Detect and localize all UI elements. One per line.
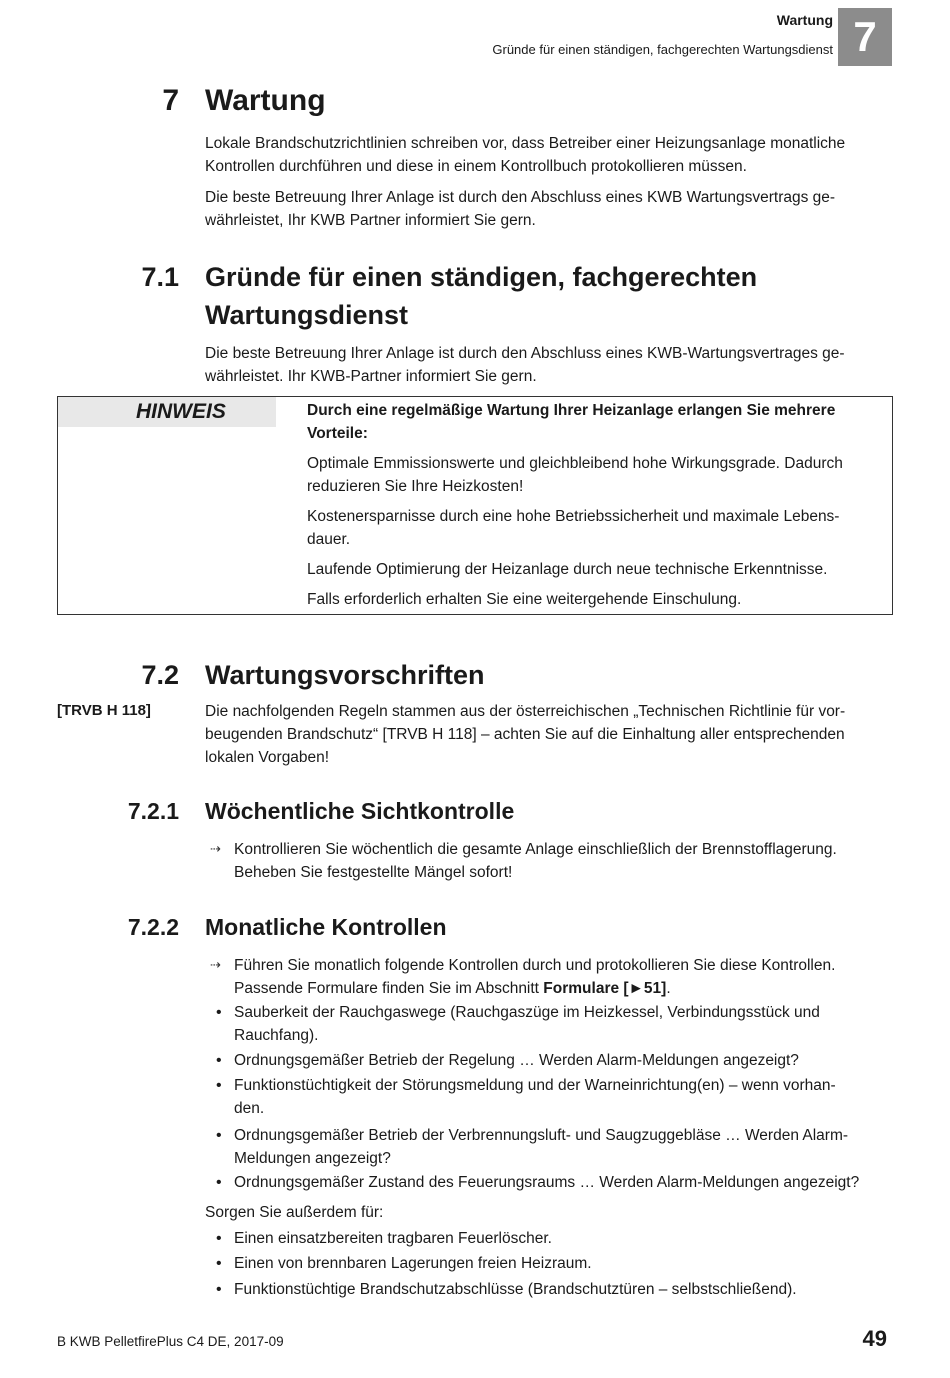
list-item: • Ordnungsgemäßer Betrieb der Regelung … Werden Alarm-Meldungen angezeigt?	[234, 1049, 884, 1072]
chapter-number-tab: 7	[838, 8, 892, 66]
bullet-icon: •	[216, 1230, 222, 1247]
note-item: Kostenersparnisse durch eine hohe Betriebssicherheit und maximale Lebens- dauer.	[307, 508, 840, 548]
action-arrow-icon: ⇢	[210, 841, 221, 856]
bullet-icon: •	[216, 1004, 222, 1021]
bullet-icon: •	[216, 1077, 222, 1094]
bullet-icon: •	[216, 1255, 222, 1272]
section-number: 7.1	[141, 262, 179, 292]
note-item: Laufende Optimierung der Heizanlage durch neue technische Erkenntnisse.	[307, 561, 828, 578]
footer-document-reference: B KWB PelletfirePlus C4 DE, 2017-09	[57, 1334, 284, 1349]
bullet-icon: •	[216, 1052, 222, 1069]
formulare-link[interactable]: Formulare [►51]	[543, 980, 667, 997]
list-item: • Ordnungsgemäßer Betrieb der Verbrennungsluft- und Saugzuggebläse … Werden Alarm- Meldungen angezeigt?	[234, 1124, 884, 1170]
header-section-title: Gründe für einen ständigen, fachgerechten Wartungsdienst	[492, 42, 833, 57]
page-number: 49	[862, 1326, 887, 1351]
section-7-paragraph-1: Lokale Brandschutzrichtlinien schreiben vor, dass Betreiber einer Heizungsanlage monatliche Kontrollen durchführen und diese in einem Kontrollbuch protokollieren müssen.	[205, 135, 846, 175]
section-title: Gründe für einen ständigen, fachgerechten Wartungsdienst	[205, 262, 758, 330]
note-item: Falls erforderlich erhalten Sie eine weitergehende Einschulung.	[307, 591, 742, 608]
note-heading: Durch eine regelmäßige Wartung Ihrer Heizanlage erlangen Sie mehrere Vorteile:	[307, 402, 836, 442]
section-number: 7.2.1	[127, 798, 179, 824]
also-label: Sorgen Sie außerdem für:	[205, 1204, 384, 1221]
list-item: • Einen von brennbaren Lagerungen freien Heizraum.	[234, 1252, 884, 1275]
section-title: Wartung	[205, 84, 326, 117]
section-title: Wartungsvorschriften	[205, 660, 485, 690]
section-number: 7.2	[141, 660, 179, 690]
section-number: 7.2.2	[127, 914, 179, 940]
section-7-2-paragraph: Die nachfolgenden Regeln stammen aus der österreichischen „Technischen Richtlinie für vor- beugenden Brandschutz“ [TRVB H 118] – achten Sie auf die Einhaltung aller entsprechenden lokalen Vorgaben!	[205, 703, 846, 766]
section-title: Wöchentliche Sichtkontrolle	[205, 798, 515, 824]
note-box	[57, 396, 893, 615]
note-label: HINWEIS	[136, 400, 226, 423]
section-number: 7	[162, 84, 179, 117]
action-step: ⇢ Kontrollieren Sie wöchentlich die gesamte Anlage einschließlich der Brennstofflagerung. Beheben Sie festgestellte Mängel sofort!	[234, 838, 884, 884]
action-arrow-icon: ⇢	[210, 957, 221, 972]
list-item: • Funktionstüchtigkeit der Störungsmeldung und der Warneinrichtung(en) – wenn vorhan- den.	[234, 1074, 884, 1120]
list-item: • Sauberkeit der Rauchgaswege (Rauchgaszüge im Heizkessel, Verbindungsstück und Rauchfang).	[234, 1001, 884, 1047]
list-item: • Einen einsatzbereiten tragbaren Feuerlöscher.	[234, 1227, 884, 1250]
bullet-icon: •	[216, 1174, 222, 1191]
header-chapter-title: Wartung	[776, 12, 833, 28]
list-item: • Ordnungsgemäßer Zustand des Feuerungsraums … Werden Alarm-Meldungen angezeigt?	[234, 1171, 884, 1194]
list-item: • Funktionstüchtige Brandschutzabschlüsse (Brandschutztüren – selbstschließend).	[234, 1278, 884, 1301]
margin-reference: [TRVB H 118]	[57, 702, 151, 719]
section-7-1-paragraph: Die beste Betreuung Ihrer Anlage ist durch den Abschluss eines KWB-Wartungsvertrages ge- währleistet. Ihr KWB-Partner informiert Sie gern.	[205, 345, 845, 385]
bullet-icon: •	[216, 1127, 222, 1144]
action-step: ⇢ Führen Sie monatlich folgende Kontrollen durch und protokollieren Sie diese Kontrollen. Passende Formulare finden Sie im Abschnitt Formulare [►51].	[234, 954, 884, 1000]
note-item: Optimale Emmissionswerte und gleichbleibend hohe Wirkungsgrade. Dadurch reduzieren Sie Ihre Heizkosten!	[307, 455, 843, 495]
section-title: Monatliche Kontrollen	[205, 914, 447, 940]
section-7-paragraph-2: Die beste Betreuung Ihrer Anlage ist durch den Abschluss eines KWB Wartungsvertrags ge- währleistet, Ihr KWB Partner informiert Sie gern.	[205, 189, 836, 229]
bullet-icon: •	[216, 1281, 222, 1298]
